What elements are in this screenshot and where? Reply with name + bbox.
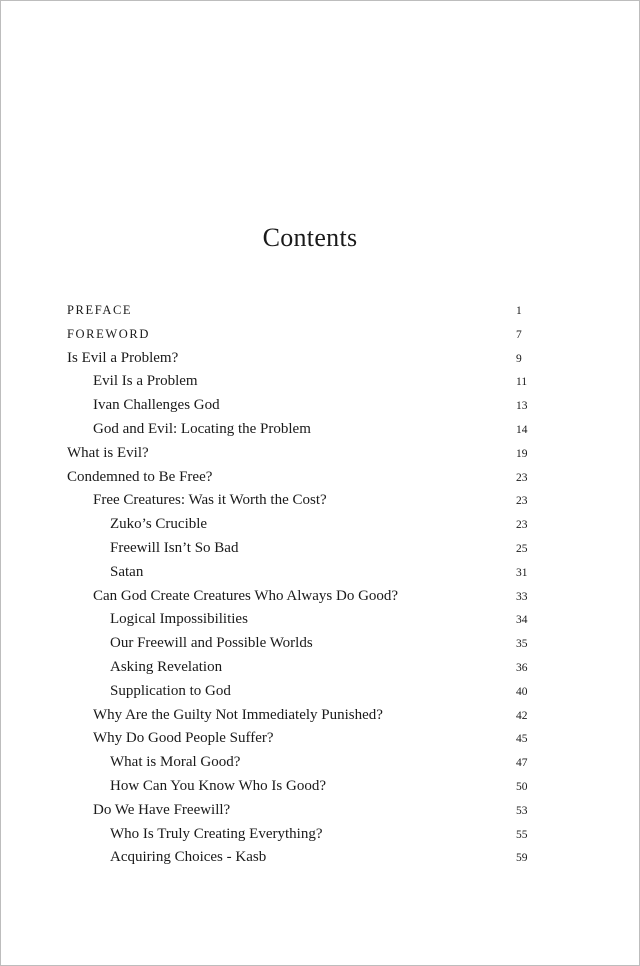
toc-entry[interactable] <box>1 442 639 466</box>
toc-entry-label: Who Is Truly Creating Everything? <box>110 825 323 842</box>
toc-page-number: 23 <box>516 495 528 508</box>
toc-entry[interactable] <box>1 727 639 751</box>
toc-entry-label: Our Freewill and Possible Worlds <box>110 635 313 652</box>
toc-entry[interactable] <box>1 418 639 442</box>
toc-page-number: 14 <box>516 423 528 436</box>
toc-entry[interactable] <box>1 370 639 394</box>
toc-entry-label: What is Moral Good? <box>110 754 241 771</box>
toc-entry-label: Can God Create Creatures Who Always Do Good? <box>93 587 399 604</box>
toc-entry[interactable] <box>1 466 639 490</box>
toc-entry-label: Why Are the Guilty Not Immediately Punished? <box>93 706 383 723</box>
toc-page-number: 23 <box>516 519 528 532</box>
toc-entry-label: Zuko’s Crucible <box>110 516 208 533</box>
toc-page-number: 55 <box>516 828 528 841</box>
toc-page-number: 42 <box>516 709 528 722</box>
toc-page-number: 7 <box>516 328 522 341</box>
toc-page-number: 23 <box>516 471 528 484</box>
toc-entry-label: Acquiring Choices - Kasb <box>110 849 267 866</box>
toc-entry-label: Logical Impossibilities <box>110 611 248 628</box>
toc-entry[interactable] <box>1 775 639 799</box>
toc-page-number: 59 <box>516 852 528 865</box>
toc-entry[interactable] <box>1 561 639 585</box>
toc-entry-label: Ivan Challenges God <box>93 397 220 414</box>
toc-page-number: 45 <box>516 733 528 746</box>
toc-page-number: 13 <box>516 400 528 413</box>
toc-entry-label: Evil Is a Problem <box>93 373 198 390</box>
toc-entry-label: PREFACE <box>67 303 133 317</box>
toc-entry[interactable] <box>1 299 639 323</box>
toc-entry[interactable] <box>1 704 639 728</box>
toc-entry-label: Freewill Isn’t So Bad <box>110 539 239 556</box>
table-of-contents <box>1 299 639 870</box>
toc-page-number: 19 <box>516 447 528 460</box>
toc-entry[interactable] <box>1 513 639 537</box>
toc-entry[interactable] <box>1 751 639 775</box>
toc-page-number: 33 <box>516 590 528 603</box>
toc-entry[interactable] <box>1 489 639 513</box>
toc-entry[interactable] <box>1 632 639 656</box>
toc-page-number: 36 <box>516 661 528 674</box>
toc-entry[interactable] <box>1 537 639 561</box>
toc-entry[interactable] <box>1 823 639 847</box>
toc-page-number: 1 <box>516 305 522 317</box>
toc-page-number: 53 <box>516 804 528 817</box>
toc-entry[interactable] <box>1 680 639 704</box>
toc-entry-label: Is Evil a Problem? <box>67 349 179 366</box>
toc-entry-label: Satan <box>110 563 144 580</box>
toc-entry-label: Free Creatures: Was it Worth the Cost? <box>93 492 327 509</box>
toc-page-number: 34 <box>516 614 528 627</box>
toc-entry-label: Supplication to God <box>110 682 231 699</box>
toc-page-number: 25 <box>516 542 528 555</box>
toc-page-number: 9 <box>516 352 522 365</box>
toc-entry[interactable] <box>1 656 639 680</box>
toc-page-number: 35 <box>516 638 528 651</box>
toc-page-number: 40 <box>516 685 528 698</box>
toc-page-number: 50 <box>516 780 528 793</box>
toc-entry-label: Condemned to Be Free? <box>67 468 213 485</box>
toc-entry-label: Do We Have Freewill? <box>93 801 231 818</box>
toc-entry-label: Asking Revelation <box>110 658 223 675</box>
toc-entry[interactable] <box>1 394 639 418</box>
toc-page-number: 11 <box>516 376 528 389</box>
toc-entry[interactable] <box>1 347 639 371</box>
toc-entry-label: FOREWORD <box>67 326 150 341</box>
toc-entry-label: How Can You Know Who Is Good? <box>110 777 326 794</box>
toc-entry-label: God and Evil: Locating the Problem <box>93 420 311 437</box>
toc-page-number: 47 <box>516 757 528 770</box>
toc-page-number: 31 <box>516 566 528 579</box>
toc-entry-label: What is Evil? <box>67 444 149 461</box>
toc-entry[interactable] <box>1 585 639 609</box>
toc-entry-label: Why Do Good People Suffer? <box>93 730 274 747</box>
toc-entry[interactable] <box>1 799 639 823</box>
toc-entry[interactable] <box>1 323 639 347</box>
toc-entry[interactable] <box>1 608 639 632</box>
toc-entry[interactable] <box>1 846 639 870</box>
page-title: Contents <box>262 223 358 252</box>
